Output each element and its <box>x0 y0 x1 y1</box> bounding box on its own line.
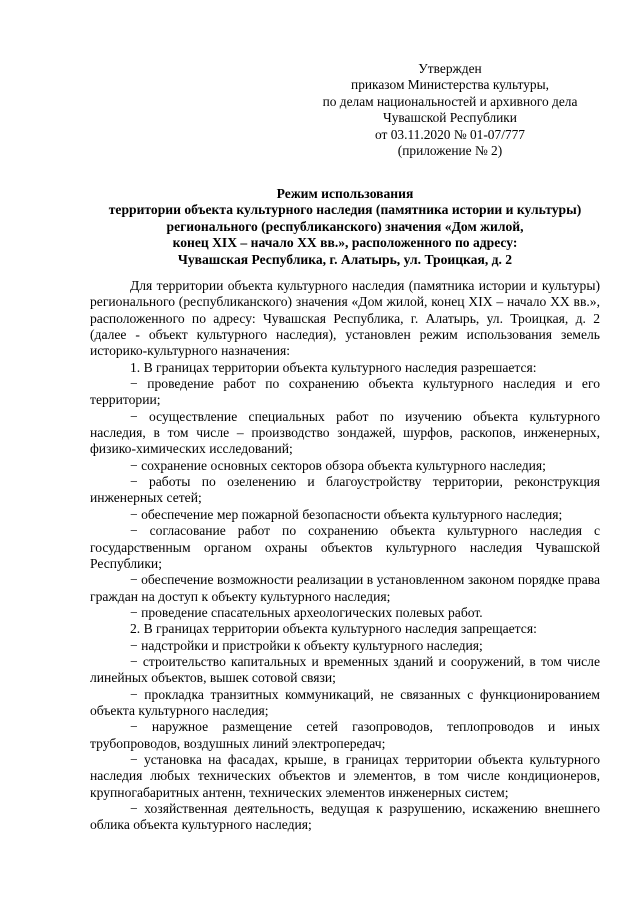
document-body <box>90 278 600 834</box>
allowed-item: − работы по озеленению и благоустройству территории, реконструкция инженерных сетей; <box>90 474 600 506</box>
title-line: Режим использования <box>276 186 414 201</box>
title-line: конец XIX – начало XX вв.», расположенного по адресу: <box>172 235 518 251</box>
document-title <box>90 186 600 268</box>
section-2-heading: 2. В границах территории объекта культурного наследия запрещается: <box>130 621 537 637</box>
forbidden-item: − установка на фасадах, крыше, в границах территории объекта культурного наследия любых технических объектов и элементов, в том числе кондиционеров, крупногабаритных антенн, технических элементов инженерных систем; <box>90 751 600 800</box>
allowed-item: − согласование работ по сохранению объекта культурного наследия с государственным органом охраны объектов культурного наследия Чувашской Республики; <box>90 523 600 571</box>
approval-line: Чувашской Республики <box>383 110 517 126</box>
section-1-heading: 1. В границах территории объекта культурного наследия разрешается: <box>130 359 537 375</box>
title-line: Чувашская Республика, г. Алатырь, ул. Троицкая, д. 2 <box>177 251 513 267</box>
forbidden-item: − строительство капитальных и временных зданий и сооружений, в том числе линейных объектов, вышек сотовой связи; <box>90 653 600 686</box>
forbidden-item: − наружное размещение сетей газопроводов, теплопроводов и иных трубопроводов, воздушных линий электропередач; <box>90 719 600 751</box>
allowed-item: − проведение спасательных археологических полевых работ. <box>130 604 483 620</box>
approval-line: приказом Министерства культуры, <box>351 77 549 93</box>
allowed-item: − обеспечение мер пожарной безопасности объекта культурного наследия; <box>130 506 563 522</box>
approval-line: по делам национальностей и архивного дела <box>322 93 578 109</box>
approval-line: от 03.11.2020 № 01-07/777 <box>375 126 525 142</box>
approval-line: (приложение № 2) <box>397 143 503 159</box>
allowed-item: − осуществление специальных работ по изучению объекта культурного наследия, в том числе – производство зондажей, шурфов, раскопов, инженерных, физико-химических исследований; <box>90 408 600 457</box>
approval-line: Утвержден <box>418 61 482 76</box>
forbidden-item: − надстройки и пристройки к объекту культурного наследия; <box>130 637 483 653</box>
forbidden-item: − прокладка транзитных коммуникаций, не связанных с функционированием объекта культурного наследия; <box>90 686 600 718</box>
forbidden-item: − хозяйственная деятельность, ведущая к разрушению, искажению внешнего облика объекта культурного наследия; <box>90 801 600 833</box>
title-line: территории объекта культурного наследия (памятника истории и культуры) <box>108 202 582 218</box>
allowed-item: − проведение работ по сохранению объекта культурного наследия и его территории; <box>90 376 600 408</box>
title-line: регионального (республиканского) значения «Дом жилой, <box>166 218 524 234</box>
allowed-item: − сохранение основных секторов обзора объекта культурного наследия; <box>130 457 546 473</box>
approval-block <box>300 61 600 159</box>
allowed-item: − обеспечение возможности реализации в установленном законом порядке права граждан на доступ к объекту культурного наследия; <box>90 572 600 604</box>
intro-paragraph: Для территории объекта культурного наследия (памятника истории и культуры) регионального (республиканского) значения «Дом жилой, конец XIX – начало XX вв.», расположенного по адресу: Чувашская Республика, г. Алатырь, ул. Троицкая, д. 2 (далее - объект культурного наследия), установлен режим использования земель историко-культурного назначения: <box>90 278 600 359</box>
